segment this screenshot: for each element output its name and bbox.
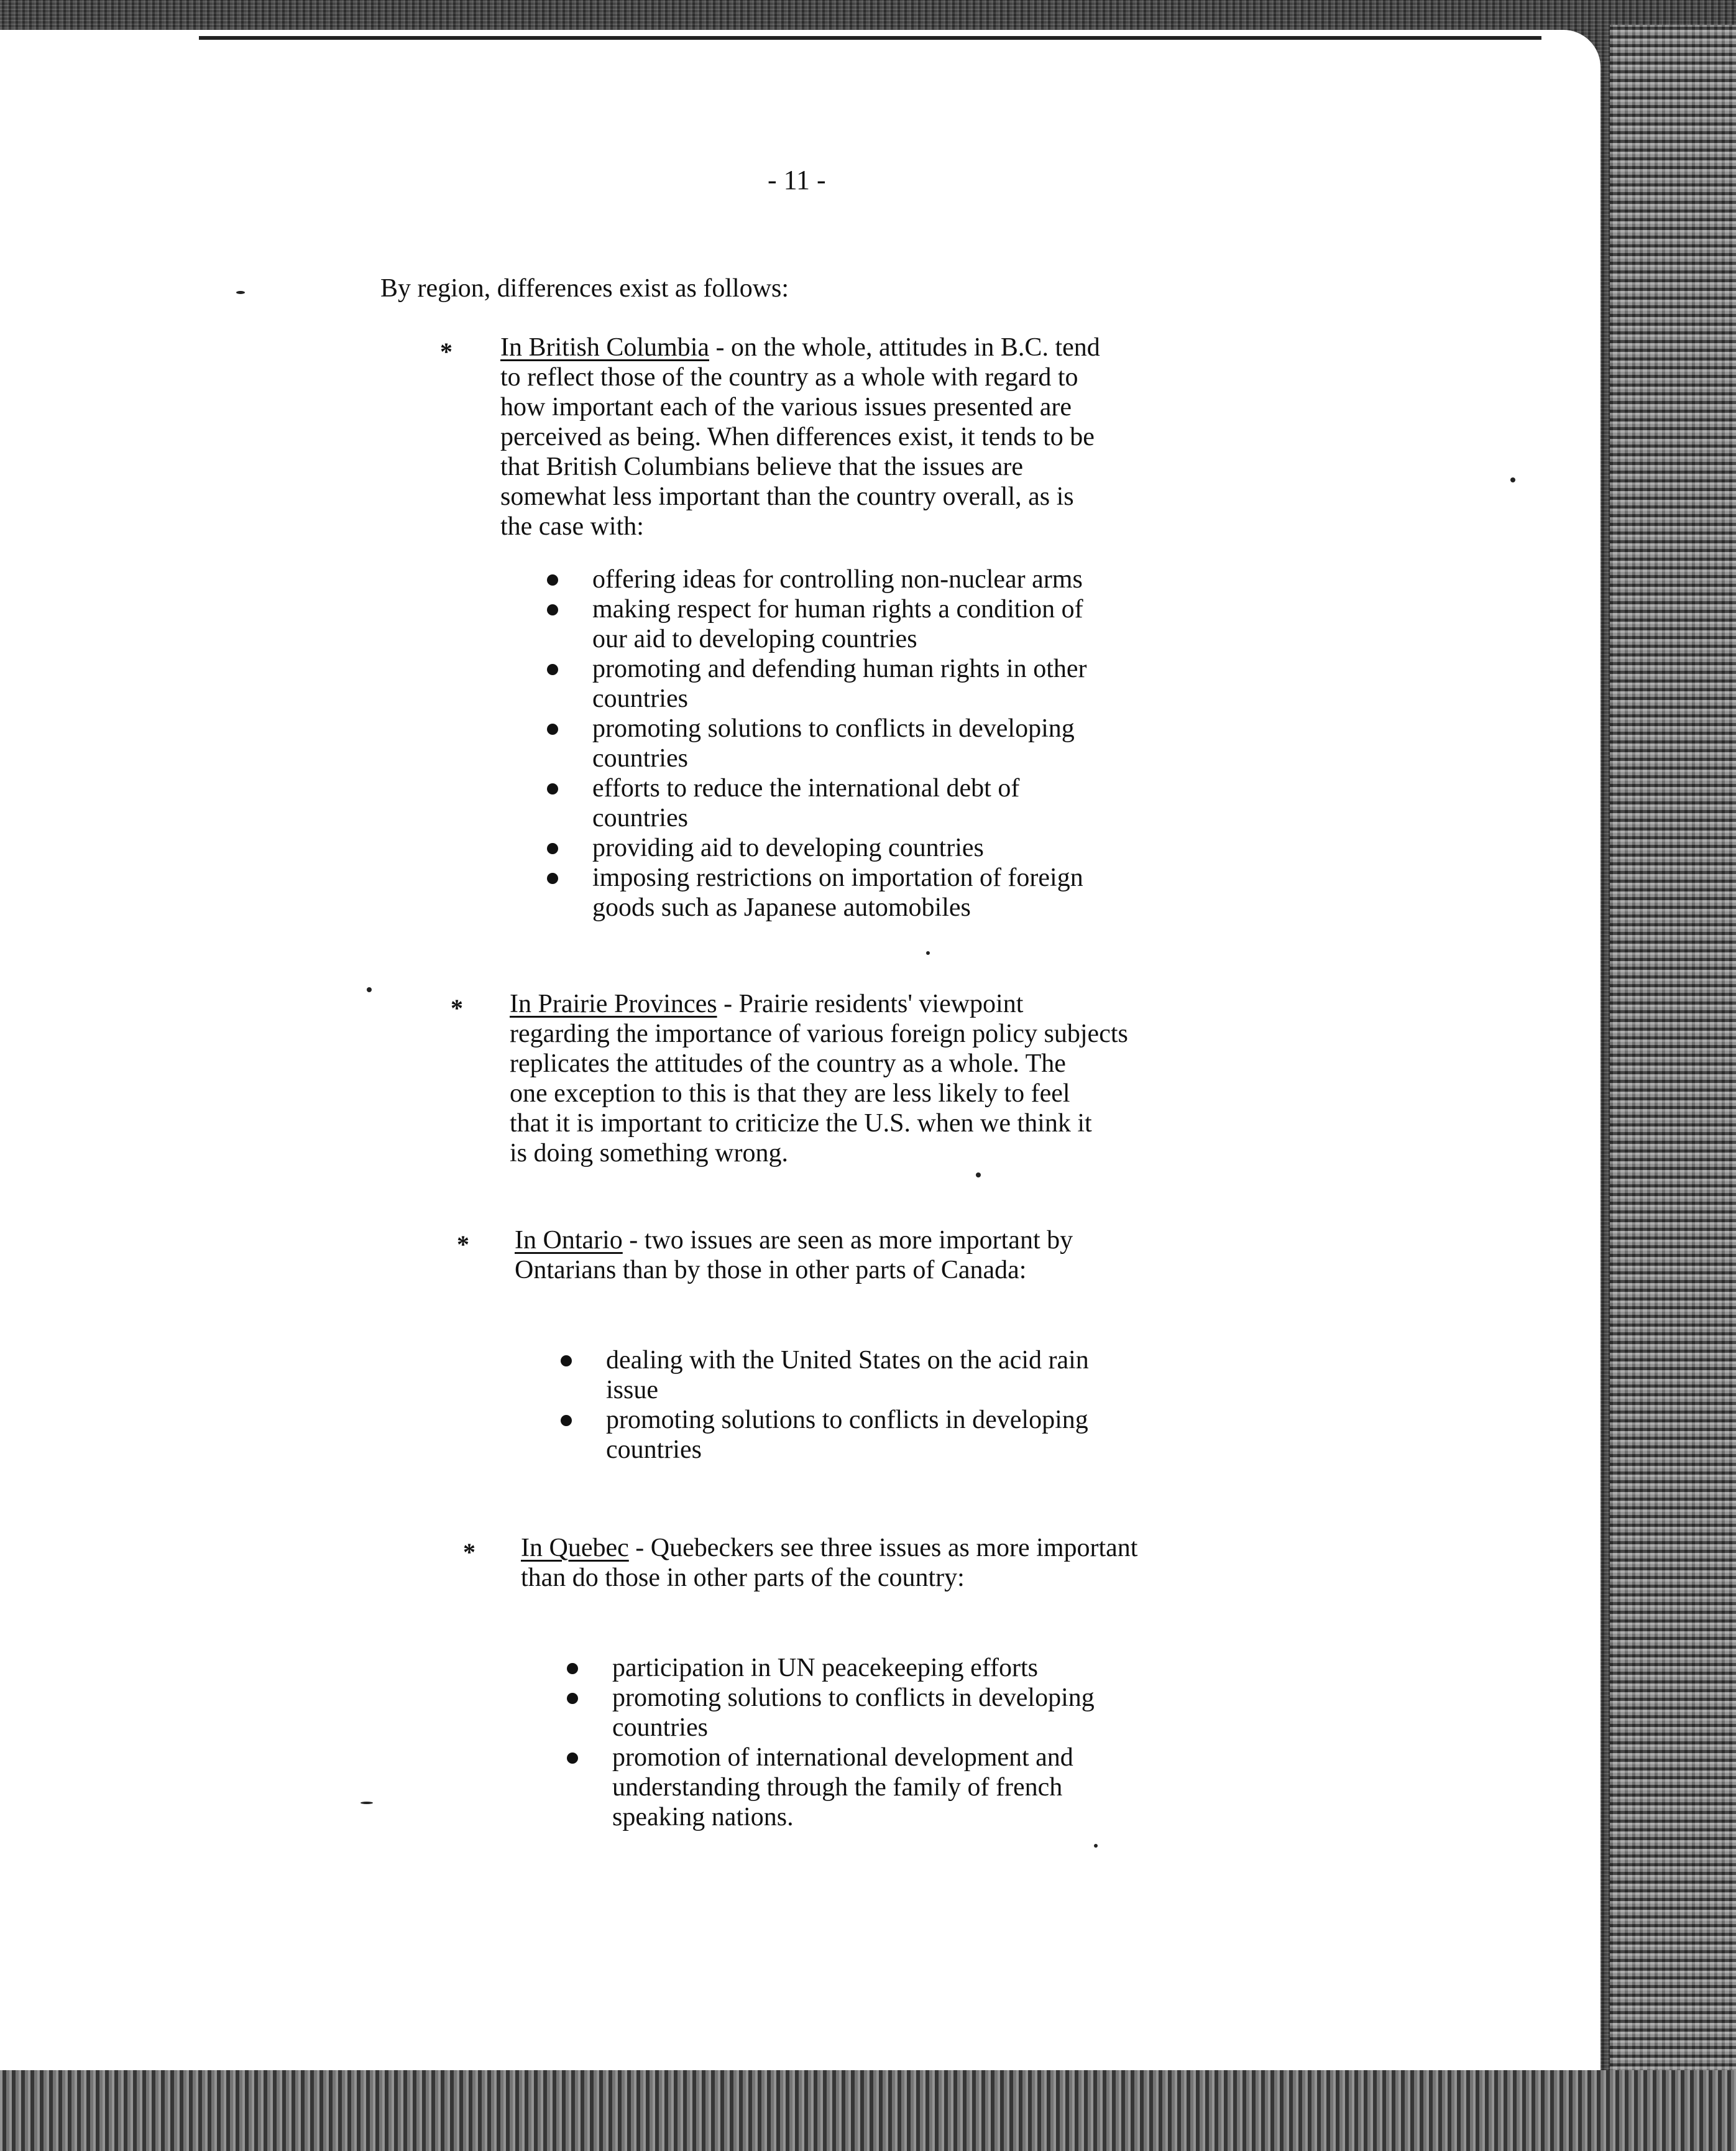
region-paragraph-line: the case with:	[500, 512, 644, 541]
region-paragraph-line	[510, 989, 1023, 1019]
page-number: - 11 -	[768, 165, 826, 195]
region-paragraph-line	[515, 1225, 1073, 1255]
region-paragraph-line: than do those in other parts of the country:	[521, 1564, 965, 1592]
intro-sentence: By region, differences exist as follows:	[380, 274, 789, 303]
list-item-continued: understanding through the family of french	[612, 1773, 1063, 1802]
scan-speck	[236, 291, 245, 294]
list-item: participation in UN peacekeeping efforts	[612, 1654, 1038, 1682]
region-paragraph-line: that British Columbians believe that the issues are	[500, 453, 1024, 481]
list-item: offering ideas for controlling non-nuclear arms	[592, 565, 1083, 594]
bullet-dot	[547, 574, 558, 586]
list-item-continued: countries	[612, 1713, 708, 1742]
list-item-continued: issue	[606, 1376, 658, 1404]
region-heading: In Ontario	[515, 1226, 623, 1255]
scan-speck	[1510, 477, 1515, 482]
bullet-dot	[547, 664, 558, 675]
list-item-continued: countries	[592, 684, 688, 713]
region-text: - two issues are seen as more important by	[622, 1226, 1073, 1255]
region-text: - Quebeckers see three issues as more important	[628, 1534, 1138, 1562]
scan-speck	[926, 951, 930, 955]
list-item-continued: countries	[606, 1435, 702, 1464]
list-item: promotion of international development and	[612, 1743, 1073, 1772]
bullet-dot	[561, 1355, 572, 1366]
region-paragraph-line: one exception to this is that they are less likely to feel	[510, 1079, 1070, 1108]
list-item: promoting solutions to conflicts in developing	[592, 714, 1075, 743]
scan-speck	[976, 1172, 981, 1177]
region-paragraph-line: that it is important to criticize the U.S. when we think it	[510, 1109, 1092, 1138]
asterisk-bullet: *	[440, 338, 452, 366]
bullet-dot	[567, 1693, 578, 1704]
bullet-dot	[547, 843, 558, 854]
list-item-continued: countries	[592, 804, 688, 832]
scan-speck	[1094, 1844, 1098, 1848]
asterisk-bullet: *	[457, 1230, 469, 1258]
list-item: promoting solutions to conflicts in developing	[606, 1406, 1088, 1434]
asterisk-bullet: *	[451, 994, 463, 1022]
asterisk-bullet: *	[463, 1538, 475, 1566]
document-page	[0, 30, 1601, 2070]
region-paragraph-line	[500, 333, 1100, 362]
region-heading: In Quebec	[521, 1534, 629, 1562]
bullet-dot	[567, 1753, 578, 1764]
scan-bottom-edge	[0, 2070, 1736, 2151]
list-item: promoting solutions to conflicts in developing	[612, 1683, 1095, 1712]
bullet-dot	[547, 604, 558, 615]
region-paragraph-line: how important each of the various issues presented are	[500, 393, 1072, 421]
list-item: promoting and defending human rights in other	[592, 655, 1087, 683]
region-paragraph-line: replicates the attitudes of the country as a whole. The	[510, 1049, 1066, 1078]
list-item-continued: countries	[592, 744, 688, 773]
list-item: efforts to reduce the international debt of	[592, 774, 1020, 803]
bullet-dot	[547, 724, 558, 735]
list-item: imposing restrictions on importation of foreign	[592, 864, 1083, 892]
scan-speck	[361, 1802, 373, 1804]
page-top-edge-line	[199, 36, 1541, 40]
region-heading: In British Columbia	[500, 333, 709, 362]
list-item: providing aid to developing countries	[592, 834, 984, 862]
bullet-dot	[561, 1415, 572, 1426]
region-paragraph-line: regarding the importance of various foreign policy subjects	[510, 1020, 1128, 1048]
scan-speck	[367, 987, 372, 992]
list-item: making respect for human rights a condition of	[592, 595, 1083, 624]
region-paragraph-line: Ontarians than by those in other parts of Canada:	[515, 1256, 1027, 1284]
region-paragraph-line: perceived as being. When differences exist, it tends to be	[500, 423, 1095, 451]
list-item: dealing with the United States on the acid rain	[606, 1346, 1089, 1375]
region-heading: In Prairie Provinces	[510, 990, 717, 1018]
list-item-continued: goods such as Japanese automobiles	[592, 893, 971, 922]
region-text: - on the whole, attitudes in B.C. tend	[709, 333, 1100, 362]
region-text: - Prairie residents' viewpoint	[717, 990, 1024, 1018]
list-item-continued: our aid to developing countries	[592, 625, 917, 653]
bullet-dot	[547, 783, 558, 795]
region-paragraph-line	[521, 1533, 1137, 1563]
scan-right-edge	[1610, 25, 1736, 2095]
bullet-dot	[567, 1663, 578, 1674]
region-paragraph-line: to reflect those of the country as a whole with regard to	[500, 363, 1078, 392]
region-paragraph-line: is doing something wrong.	[510, 1139, 788, 1168]
bullet-dot	[547, 873, 558, 884]
region-paragraph-line: somewhat less important than the country overall, as is	[500, 482, 1074, 511]
list-item-continued: speaking nations.	[612, 1803, 794, 1831]
